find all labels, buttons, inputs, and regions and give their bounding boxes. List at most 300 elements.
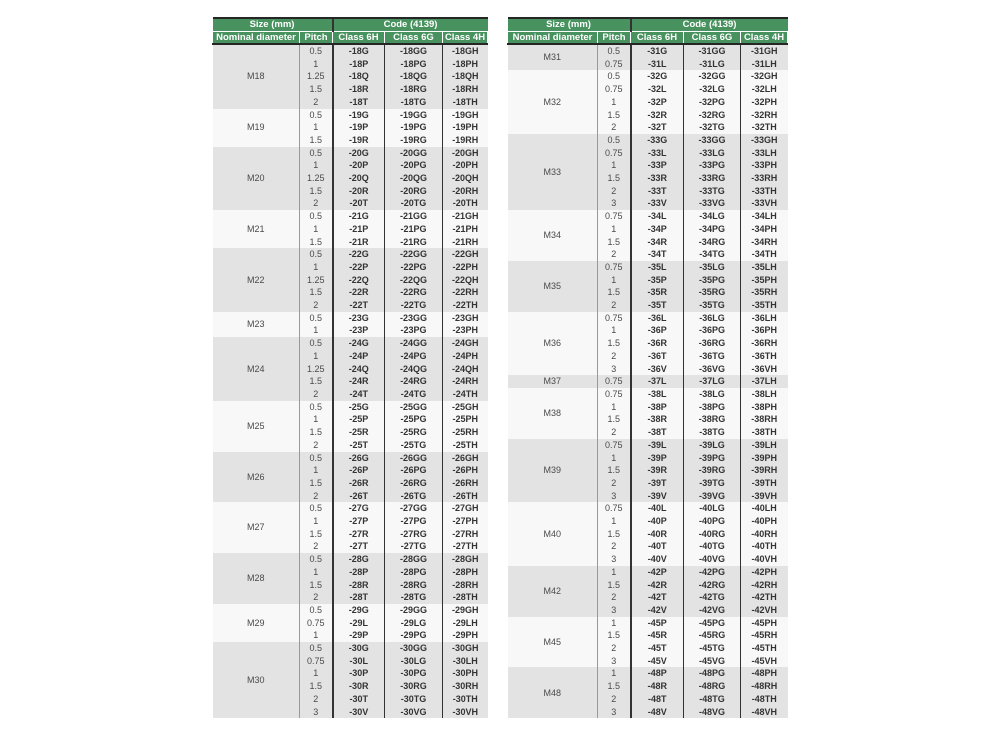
code-4h-cell: -20RH <box>443 185 488 198</box>
pitch-cell: 0.5 <box>300 604 333 617</box>
pitch-cell: 0.5 <box>300 452 333 465</box>
code-4h-cell: -29LH <box>443 617 488 630</box>
code-6g-cell: -28PG <box>385 566 443 579</box>
code-6h-cell: -19R <box>333 134 385 147</box>
code-6g-cell: -26TG <box>385 490 443 503</box>
code-6h-cell: -32L <box>631 83 684 96</box>
thread-code-table-left <box>212 17 488 718</box>
col-header-nominal-diameter: Nominal diameter <box>508 31 598 44</box>
code-6h-cell: -19G <box>333 109 385 122</box>
pitch-cell: 0.5 <box>300 210 333 223</box>
code-6h-cell: -22T <box>333 299 385 312</box>
code-4h-cell: -40RH <box>741 528 788 541</box>
code-6g-cell: -34PG <box>684 223 741 236</box>
size-header: Size (mm) <box>213 18 333 31</box>
code-6g-cell: -23GG <box>385 312 443 325</box>
pitch-cell: 2 <box>598 426 631 439</box>
code-4h-cell: -29PH <box>443 629 488 642</box>
pitch-cell: 1 <box>598 96 631 109</box>
pitch-cell: 0.5 <box>300 642 333 655</box>
pitch-cell: 1.5 <box>598 172 631 185</box>
table-row <box>213 210 488 223</box>
code-6h-cell: -30G <box>333 642 385 655</box>
code-4h-cell: -24GH <box>443 337 488 350</box>
code-6h-cell: -31L <box>631 58 684 71</box>
pitch-cell: 2 <box>598 540 631 553</box>
pitch-cell: 3 <box>598 655 631 668</box>
pitch-cell: 1 <box>598 667 631 680</box>
table-row <box>213 642 488 655</box>
code-6h-cell: -26T <box>333 490 385 503</box>
code-6h-cell: -36P <box>631 324 684 337</box>
code-4h-cell: -21GH <box>443 210 488 223</box>
code-6g-cell: -24RG <box>385 375 443 388</box>
code-4h-cell: -20PH <box>443 159 488 172</box>
code-6h-cell: -33P <box>631 159 684 172</box>
code-4h-cell: -33VH <box>741 197 788 210</box>
code-4h-cell: -45RH <box>741 629 788 642</box>
pitch-cell: 0.75 <box>598 502 631 515</box>
table-row <box>508 44 788 58</box>
code-4h-cell: -33TH <box>741 185 788 198</box>
code-6h-cell: -40P <box>631 515 684 528</box>
code-6g-cell: -26PG <box>385 464 443 477</box>
code-6g-cell: -28GG <box>385 553 443 566</box>
code-6g-cell: -35PG <box>684 274 741 287</box>
code-6g-cell: -20PG <box>385 159 443 172</box>
code-4h-cell: -35RH <box>741 286 788 299</box>
code-4h-cell: -28PH <box>443 566 488 579</box>
code-6h-cell: -28P <box>333 566 385 579</box>
code-4h-cell: -18PH <box>443 58 488 71</box>
code-6g-cell: -48VG <box>684 706 741 719</box>
code-6h-cell: -33G <box>631 134 684 147</box>
code-4h-cell: -18QH <box>443 70 488 83</box>
code-6h-cell: -20P <box>333 159 385 172</box>
pitch-cell: 1 <box>598 274 631 287</box>
code-4h-cell: -24RH <box>443 375 488 388</box>
code-6h-cell: -30L <box>333 655 385 668</box>
size-header: Size (mm) <box>508 18 631 31</box>
code-4h-cell: -32GH <box>741 70 788 83</box>
code-4h-cell: -19GH <box>443 109 488 122</box>
pitch-cell: 3 <box>598 553 631 566</box>
code-6g-cell: -27RG <box>385 528 443 541</box>
code-6g-cell: -39VG <box>684 490 741 503</box>
code-4h-cell: -22GH <box>443 248 488 261</box>
code-4h-cell: -39RH <box>741 464 788 477</box>
table-body-right <box>508 44 788 718</box>
code-4h-cell: -36RH <box>741 337 788 350</box>
code-4h-cell: -22PH <box>443 261 488 274</box>
code-4h-cell: -36TH <box>741 350 788 363</box>
code-6h-cell: -21P <box>333 223 385 236</box>
code-6g-cell: -40VG <box>684 553 741 566</box>
code-4h-cell: -18TH <box>443 96 488 109</box>
code-4h-cell: -30VH <box>443 706 488 719</box>
code-4h-cell: -27GH <box>443 502 488 515</box>
diameter-cell: M25 <box>213 401 300 452</box>
code-4h-cell: -23PH <box>443 324 488 337</box>
pitch-cell: 1 <box>300 515 333 528</box>
code-6h-cell: -36L <box>631 312 684 325</box>
code-6h-cell: -48P <box>631 667 684 680</box>
code-6g-cell: -29GG <box>385 604 443 617</box>
table-row <box>508 312 788 325</box>
code-6h-cell: -38T <box>631 426 684 439</box>
code-4h-cell: -40PH <box>741 515 788 528</box>
diameter-cell: M48 <box>508 667 598 718</box>
code-6g-cell: -21GG <box>385 210 443 223</box>
code-6h-cell: -48T <box>631 693 684 706</box>
pitch-cell: 1.5 <box>300 185 333 198</box>
code-4h-cell: -28RH <box>443 579 488 592</box>
table-row <box>213 312 488 325</box>
code-4h-cell: -25GH <box>443 401 488 414</box>
code-6h-cell: -18P <box>333 58 385 71</box>
pitch-cell: 1.5 <box>598 528 631 541</box>
code-6g-cell: -22QG <box>385 274 443 287</box>
code-6h-cell: -32T <box>631 121 684 134</box>
pitch-cell: 2 <box>300 299 333 312</box>
code-6h-cell: -19P <box>333 121 385 134</box>
code-6g-cell: -40TG <box>684 540 741 553</box>
code-4h-cell: -42PH <box>741 566 788 579</box>
code-6g-cell: -39RG <box>684 464 741 477</box>
diameter-cell: M31 <box>508 44 598 70</box>
code-6h-cell: -37L <box>631 375 684 388</box>
code-4h-cell: -31LH <box>741 58 788 71</box>
diameter-cell: M27 <box>213 502 300 553</box>
code-6h-cell: -42P <box>631 566 684 579</box>
pitch-cell: 1.5 <box>598 579 631 592</box>
code-6g-cell: -42VG <box>684 604 741 617</box>
pitch-cell: 1.5 <box>598 464 631 477</box>
code-6g-cell: -33RG <box>684 172 741 185</box>
code-6h-cell: -27G <box>333 502 385 515</box>
code-6h-cell: -32R <box>631 109 684 122</box>
diameter-cell: M34 <box>508 210 598 261</box>
pitch-cell: 0.5 <box>300 147 333 160</box>
diameter-cell: M21 <box>213 210 300 248</box>
table-row <box>508 70 788 83</box>
code-6h-cell: -22Q <box>333 274 385 287</box>
col-header-class-4h: Class 4H <box>443 31 488 44</box>
pitch-cell: 2 <box>598 350 631 363</box>
code-4h-cell: -30LH <box>443 655 488 668</box>
code-4h-cell: -42VH <box>741 604 788 617</box>
code-6g-cell: -35TG <box>684 299 741 312</box>
code-6h-cell: -36T <box>631 350 684 363</box>
pitch-cell: 0.75 <box>300 655 333 668</box>
code-6h-cell: -30P <box>333 667 385 680</box>
code-4h-cell: -39LH <box>741 439 788 452</box>
code-6g-cell: -35LG <box>684 261 741 274</box>
pitch-cell: 3 <box>598 604 631 617</box>
pitch-cell: 1.5 <box>598 236 631 249</box>
pitch-cell: 1.5 <box>300 134 333 147</box>
code-4h-cell: -32PH <box>741 96 788 109</box>
code-4h-cell: -24QH <box>443 363 488 376</box>
code-4h-cell: -22TH <box>443 299 488 312</box>
code-4h-cell: -33RH <box>741 172 788 185</box>
code-6g-cell: -34RG <box>684 236 741 249</box>
table-row <box>213 502 488 515</box>
pitch-cell: 2 <box>300 197 333 210</box>
pitch-cell: 1 <box>300 223 333 236</box>
code-6g-cell: -33VG <box>684 197 741 210</box>
pitch-cell: 0.75 <box>598 261 631 274</box>
group-header-row <box>213 18 488 31</box>
pitch-cell: 2 <box>598 591 631 604</box>
code-6h-cell: -30V <box>333 706 385 719</box>
code-6g-cell: -34LG <box>684 210 741 223</box>
code-6g-cell: -19RG <box>385 134 443 147</box>
pitch-cell: 2 <box>598 693 631 706</box>
code-4h-cell: -25RH <box>443 426 488 439</box>
diameter-cell: M19 <box>213 109 300 147</box>
pitch-cell: 2 <box>598 477 631 490</box>
diameter-cell: M45 <box>508 617 598 668</box>
code-4h-cell: -35PH <box>741 274 788 287</box>
pitch-cell: 1.25 <box>300 70 333 83</box>
code-6h-cell: -25T <box>333 439 385 452</box>
code-6g-cell: -31LG <box>684 58 741 71</box>
code-6g-cell: -20GG <box>385 147 443 160</box>
pitch-cell: 1.5 <box>300 83 333 96</box>
pitch-cell: 1.25 <box>300 172 333 185</box>
diameter-cell: M23 <box>213 312 300 337</box>
pitch-cell: 0.5 <box>300 337 333 350</box>
code-6h-cell: -34T <box>631 248 684 261</box>
code-4h-cell: -35LH <box>741 261 788 274</box>
code-6g-cell: -48RG <box>684 680 741 693</box>
code-4h-cell: -45VH <box>741 655 788 668</box>
code-4h-cell: -25PH <box>443 413 488 426</box>
table-row <box>213 604 488 617</box>
table-row <box>508 439 788 452</box>
code-6h-cell: -27T <box>333 540 385 553</box>
code-6h-cell: -42T <box>631 591 684 604</box>
code-6g-cell: -45TG <box>684 642 741 655</box>
code-4h-cell: -22QH <box>443 274 488 287</box>
pitch-cell: 0.5 <box>300 312 333 325</box>
code-4h-cell: -26TH <box>443 490 488 503</box>
code-6g-cell: -27PG <box>385 515 443 528</box>
code-6g-cell: -21PG <box>385 223 443 236</box>
pitch-cell: 1 <box>598 401 631 414</box>
code-6h-cell: -34P <box>631 223 684 236</box>
code-6g-cell: -40PG <box>684 515 741 528</box>
code-6g-cell: -39PG <box>684 452 741 465</box>
code-6h-cell: -20G <box>333 147 385 160</box>
pitch-cell: 1.25 <box>300 274 333 287</box>
pitch-cell: 1.5 <box>300 286 333 299</box>
col-header-pitch: Pitch <box>598 31 631 44</box>
pitch-cell: 1 <box>598 515 631 528</box>
code-4h-cell: -22RH <box>443 286 488 299</box>
table-row <box>213 553 488 566</box>
code-4h-cell: -36VH <box>741 363 788 376</box>
code-6g-cell: -35RG <box>684 286 741 299</box>
table-row <box>213 248 488 261</box>
pitch-cell: 1.5 <box>300 236 333 249</box>
code-6h-cell: -29L <box>333 617 385 630</box>
diameter-cell: M36 <box>508 312 598 376</box>
code-4h-cell: -38RH <box>741 413 788 426</box>
col-header-class-6h: Class 6H <box>333 31 385 44</box>
code-4h-cell: -39TH <box>741 477 788 490</box>
diameter-cell: M18 <box>213 44 300 109</box>
pitch-cell: 0.5 <box>300 502 333 515</box>
diameter-cell: M32 <box>508 70 598 134</box>
code-6g-cell: -23PG <box>385 324 443 337</box>
code-6g-cell: -28RG <box>385 579 443 592</box>
code-6g-cell: -30RG <box>385 680 443 693</box>
pitch-cell: 2 <box>300 96 333 109</box>
code-6g-cell: -48TG <box>684 693 741 706</box>
code-4h-cell: -18RH <box>443 83 488 96</box>
code-6g-cell: -32RG <box>684 109 741 122</box>
pitch-cell: 1 <box>300 58 333 71</box>
code-4h-cell: -38LH <box>741 388 788 401</box>
diameter-cell: M20 <box>213 147 300 211</box>
code-4h-cell: -48RH <box>741 680 788 693</box>
code-4h-cell: -33GH <box>741 134 788 147</box>
code-6h-cell: -28G <box>333 553 385 566</box>
code-4h-cell: -38TH <box>741 426 788 439</box>
code-4h-cell: -48PH <box>741 667 788 680</box>
diameter-cell: M28 <box>213 553 300 604</box>
pitch-cell: 1.5 <box>300 528 333 541</box>
code-6h-cell: -27R <box>333 528 385 541</box>
code-6g-cell: -26RG <box>385 477 443 490</box>
diameter-cell: M37 <box>508 375 598 388</box>
pitch-cell: 0.75 <box>598 147 631 160</box>
code-6h-cell: -40L <box>631 502 684 515</box>
diameter-cell: M35 <box>508 261 598 312</box>
code-6g-cell: -21RG <box>385 236 443 249</box>
code-4h-cell: -29GH <box>443 604 488 617</box>
code-6g-cell: -25TG <box>385 439 443 452</box>
code-6h-cell: -24G <box>333 337 385 350</box>
code-4h-cell: -19PH <box>443 121 488 134</box>
pitch-cell: 0.75 <box>598 388 631 401</box>
table-body-left <box>213 44 488 718</box>
code-6g-cell: -20TG <box>385 197 443 210</box>
code-6g-cell: -18RG <box>385 83 443 96</box>
code-4h-cell: -45PH <box>741 617 788 630</box>
code-6h-cell: -39P <box>631 452 684 465</box>
pitch-cell: 1.5 <box>300 375 333 388</box>
code-4h-cell: -40VH <box>741 553 788 566</box>
code-6g-cell: -30GG <box>385 642 443 655</box>
code-6g-cell: -42RG <box>684 579 741 592</box>
code-header: Code (4139) <box>333 18 488 31</box>
code-6h-cell: -20Q <box>333 172 385 185</box>
code-4h-cell: -34LH <box>741 210 788 223</box>
code-6h-cell: -36R <box>631 337 684 350</box>
table-row <box>508 210 788 223</box>
code-6g-cell: -38LG <box>684 388 741 401</box>
pitch-cell: 2 <box>300 439 333 452</box>
pitch-cell: 3 <box>300 706 333 719</box>
pitch-cell: 2 <box>300 591 333 604</box>
code-6g-cell: -22RG <box>385 286 443 299</box>
pitch-cell: 1 <box>300 629 333 642</box>
pitch-cell: 1.5 <box>300 680 333 693</box>
table-header-right <box>508 18 788 44</box>
pitch-cell: 1 <box>300 464 333 477</box>
code-6g-cell: -18TG <box>385 96 443 109</box>
diameter-cell: M24 <box>213 337 300 401</box>
code-6h-cell: -39V <box>631 490 684 503</box>
code-6h-cell: -26P <box>333 464 385 477</box>
table-row <box>213 147 488 160</box>
table-row <box>508 388 788 401</box>
code-4h-cell: -20QH <box>443 172 488 185</box>
code-4h-cell: -32TH <box>741 121 788 134</box>
code-6g-cell: -18PG <box>385 58 443 71</box>
table-row <box>508 134 788 147</box>
code-4h-cell: -23GH <box>443 312 488 325</box>
code-6g-cell: -30VG <box>385 706 443 719</box>
code-6g-cell: -32TG <box>684 121 741 134</box>
code-6g-cell: -38TG <box>684 426 741 439</box>
code-6g-cell: -33TG <box>684 185 741 198</box>
code-6g-cell: -18QG <box>385 70 443 83</box>
code-6h-cell: -42V <box>631 604 684 617</box>
code-6h-cell: -38R <box>631 413 684 426</box>
code-4h-cell: -34TH <box>741 248 788 261</box>
code-6g-cell: -45VG <box>684 655 741 668</box>
code-6h-cell: -35T <box>631 299 684 312</box>
code-6h-cell: -33L <box>631 147 684 160</box>
code-6g-cell: -40LG <box>684 502 741 515</box>
code-6g-cell: -38RG <box>684 413 741 426</box>
code-6h-cell: -39T <box>631 477 684 490</box>
code-6g-cell: -32PG <box>684 96 741 109</box>
code-6g-cell: -36TG <box>684 350 741 363</box>
code-6h-cell: -34L <box>631 210 684 223</box>
table-row <box>508 566 788 579</box>
code-6h-cell: -26G <box>333 452 385 465</box>
pitch-cell: 1.5 <box>598 286 631 299</box>
diameter-cell: M33 <box>508 134 598 210</box>
pitch-cell: 0.75 <box>598 83 631 96</box>
code-6g-cell: -24PG <box>385 350 443 363</box>
pitch-cell: 1 <box>598 566 631 579</box>
col-header-class-6g: Class 6G <box>684 31 741 44</box>
code-4h-cell: -27RH <box>443 528 488 541</box>
table-row <box>508 261 788 274</box>
diameter-cell: M29 <box>213 604 300 642</box>
diameter-cell: M22 <box>213 248 300 312</box>
code-4h-cell: -28GH <box>443 553 488 566</box>
code-6h-cell: -18T <box>333 96 385 109</box>
diameter-cell: M38 <box>508 388 598 439</box>
code-6g-cell: -42PG <box>684 566 741 579</box>
col-header-nominal-diameter: Nominal diameter <box>213 31 300 44</box>
pitch-cell: 1 <box>300 350 333 363</box>
code-6h-cell: -22P <box>333 261 385 274</box>
diameter-cell: M42 <box>508 566 598 617</box>
code-6g-cell: -28TG <box>385 591 443 604</box>
col-header-pitch: Pitch <box>300 31 333 44</box>
code-6h-cell: -32P <box>631 96 684 109</box>
code-6g-cell: -36RG <box>684 337 741 350</box>
table-row <box>213 109 488 122</box>
